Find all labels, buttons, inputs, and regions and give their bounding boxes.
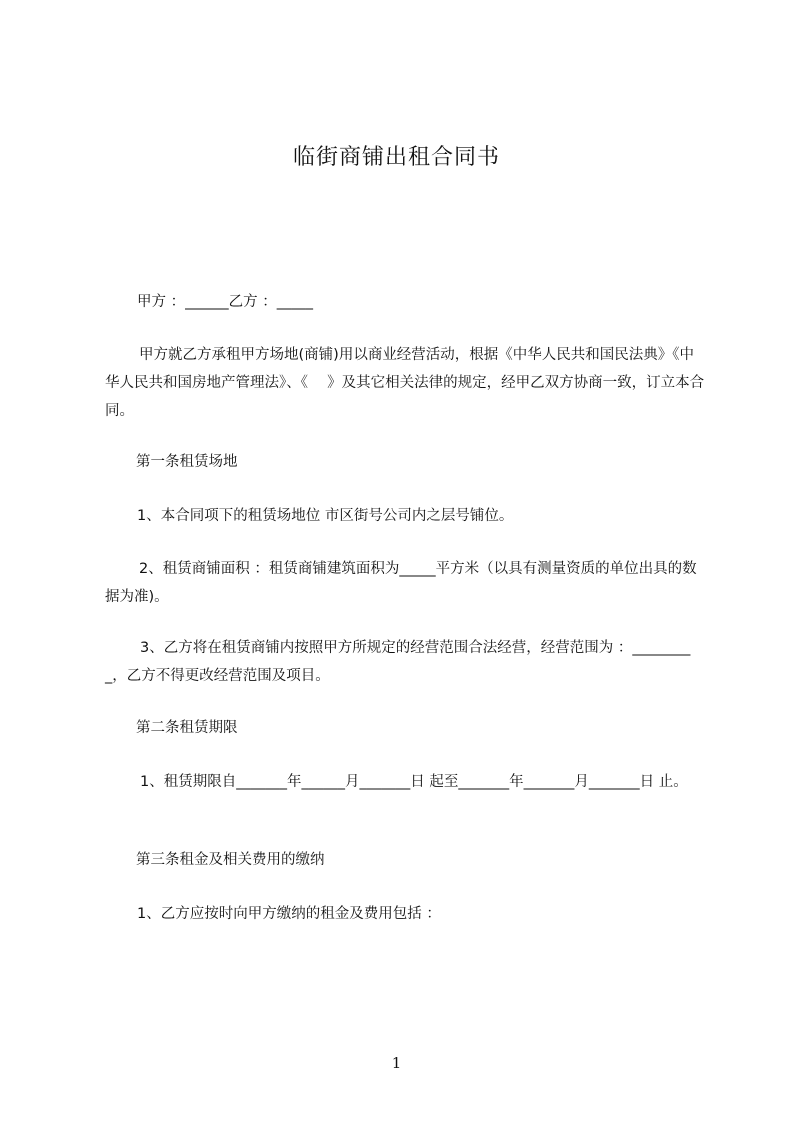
preamble-paragraph: 甲方就乙方承租甲方场地(商铺)用以商业经营活动，根据《中华人民共和国民法典》《中华人民共和国房地产管理法》、《 》及其它相关法律的规定，经甲乙双方协商一致，订立本合同。 xyxy=(105,347,705,419)
page-number: 1 xyxy=(391,1054,402,1072)
article-2-clause-1: 1、租赁期限自_______年______月_______日 起至_______年_______月_______日 止。 xyxy=(140,774,688,790)
article-3-heading: 第三条租金及相关费用的缴纳 xyxy=(136,852,325,868)
parties-line: 甲方 ：______乙方 ：_____ xyxy=(137,294,313,310)
article-3-clause-1: 1、乙方应按时向甲方缴纳的租金及费用包括 ： xyxy=(137,906,441,922)
article-2-heading: 第二条租赁期限 xyxy=(136,720,238,736)
article-1-clause-3: 3、乙方将在租赁商铺内按照甲方所规定的经营范围合法经营，经营范围为 ：_________，乙方不得更改经营范围及项目。 xyxy=(105,640,691,684)
article-1-clause-1: 1、本合同项下的租赁场地位 市区街号公司内之层号铺位。 xyxy=(137,508,514,524)
article-1-clause-2: 2、租赁商铺面积 ：租赁商铺建筑面积为_____平方米（以具有测量资质的单位出具的数据为准)。 xyxy=(105,561,697,605)
article-1-heading: 第一条租赁场地 xyxy=(136,454,238,470)
document-title: 临街商铺出租合同书 xyxy=(292,145,500,170)
